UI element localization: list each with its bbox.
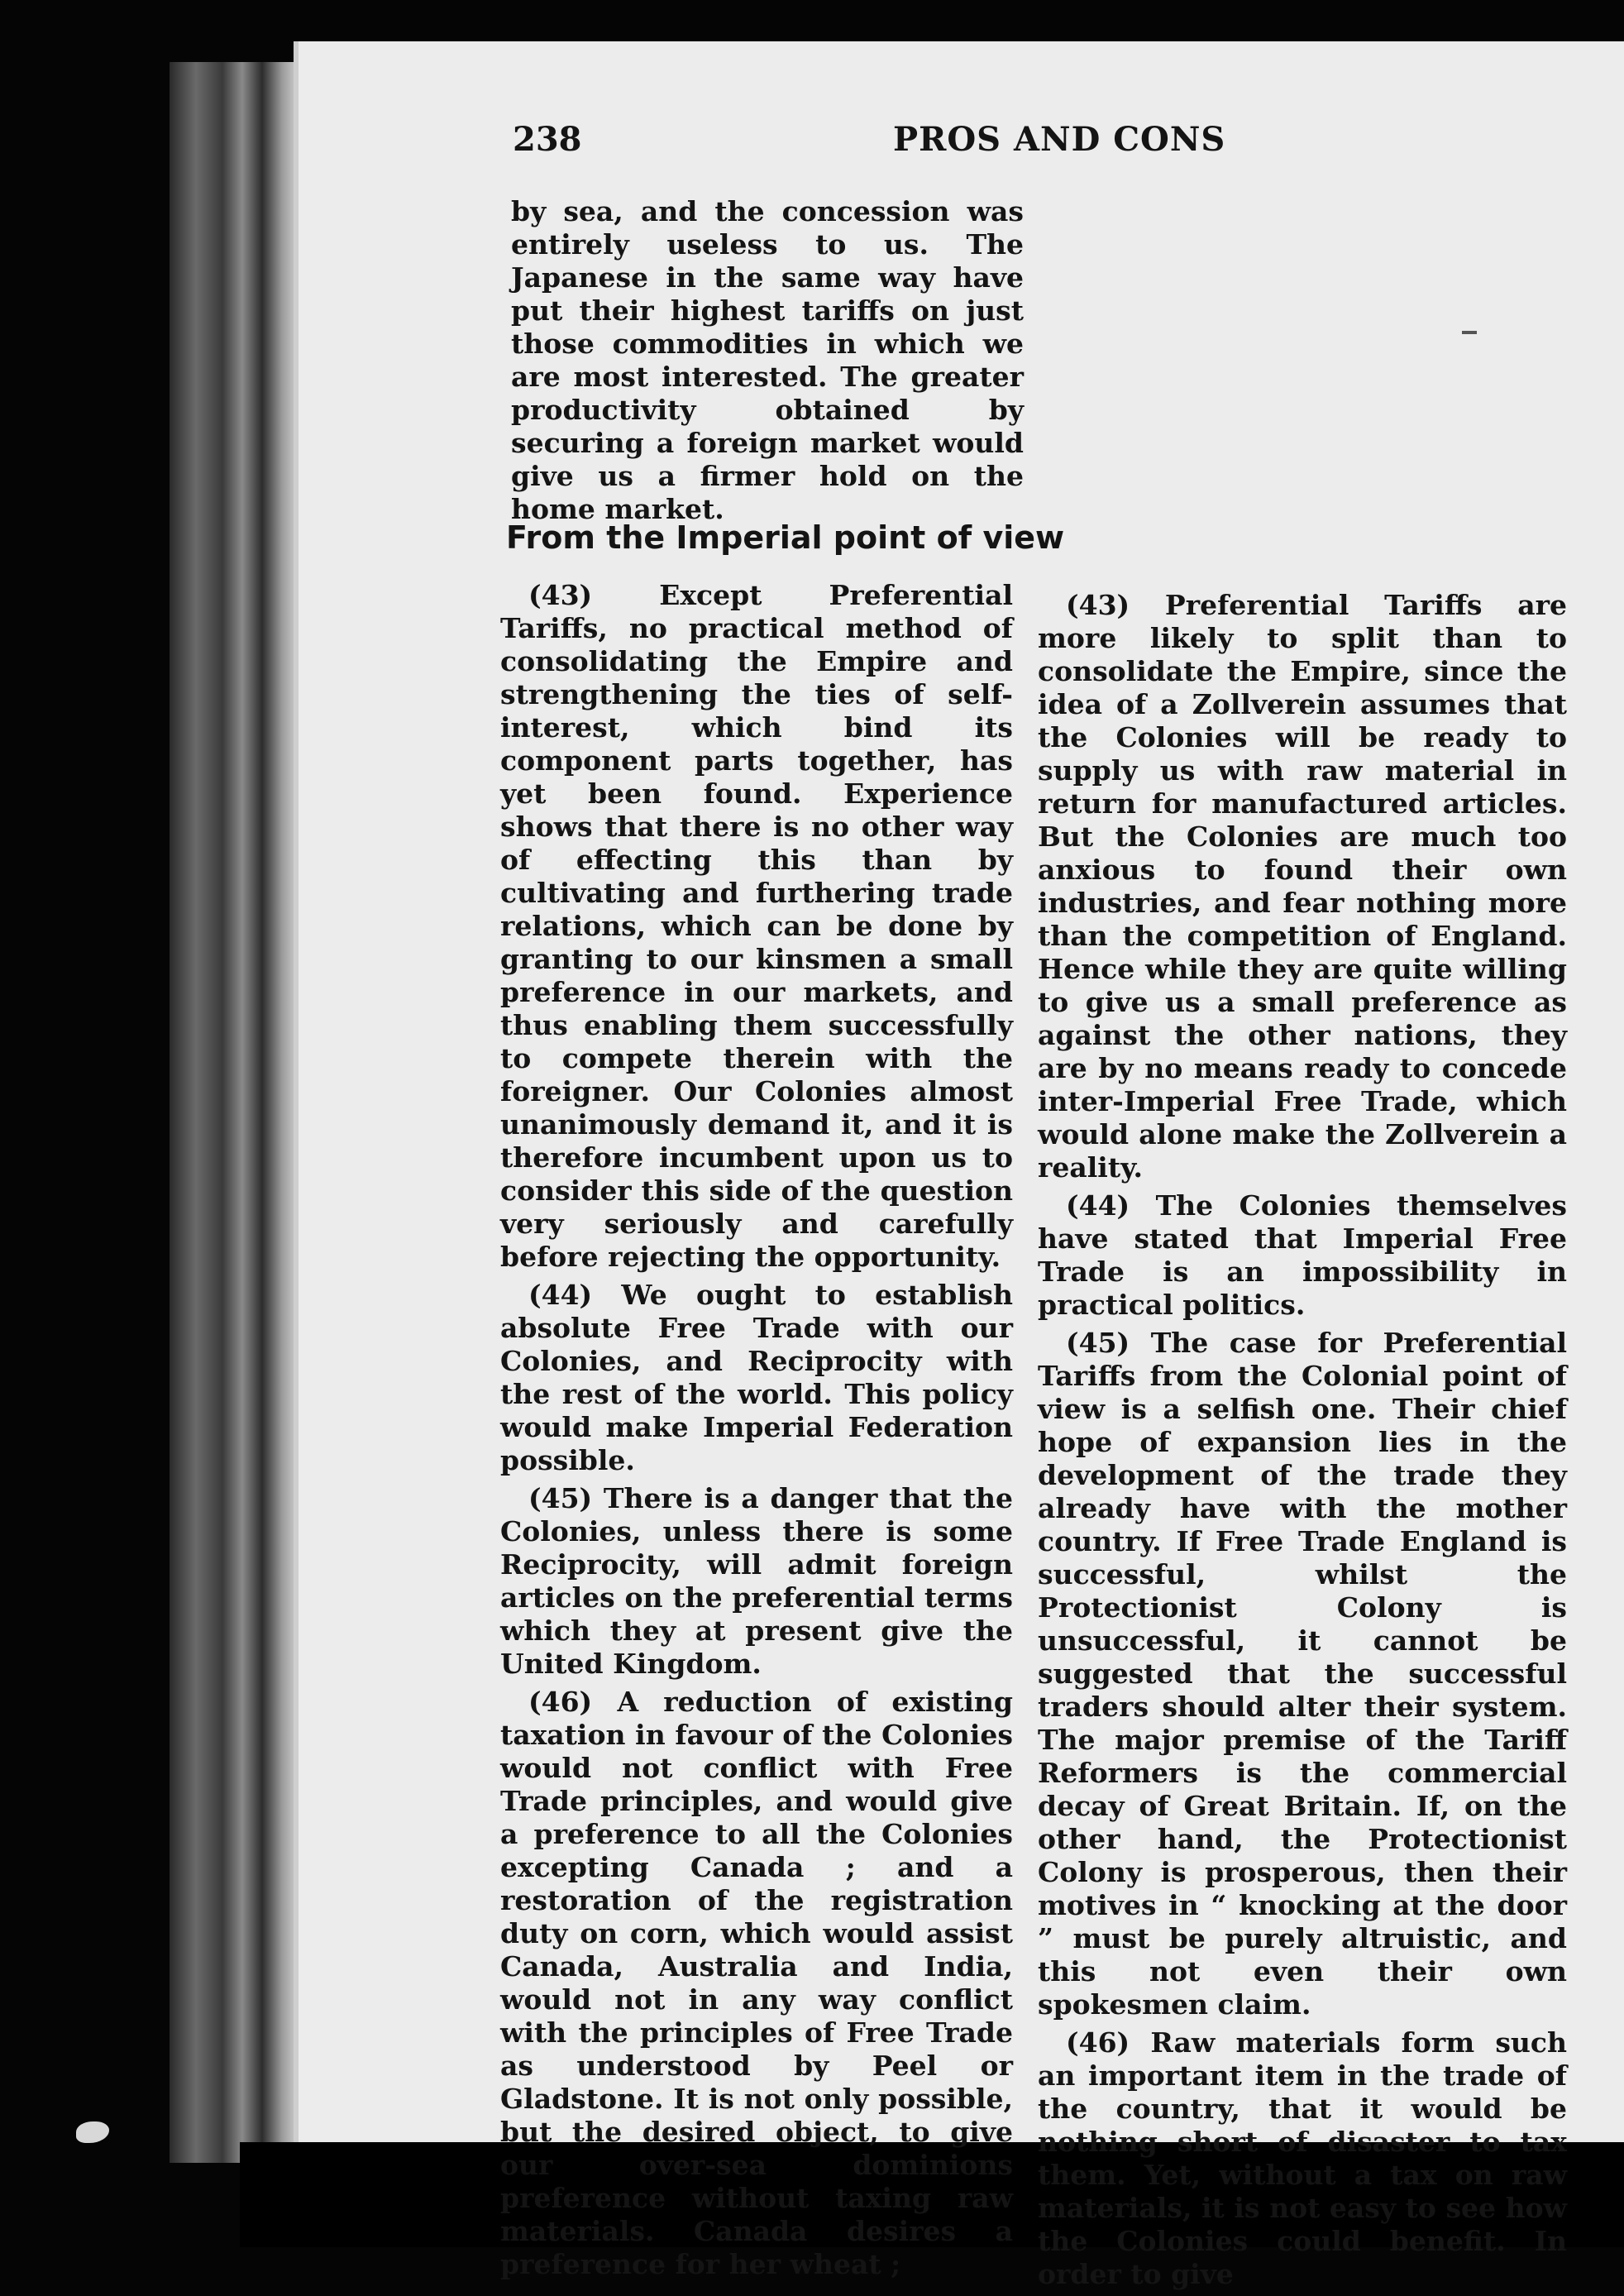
pros-paragraph bbox=[500, 1686, 1013, 2281]
page-mark bbox=[1462, 331, 1477, 334]
cons-paragraph bbox=[1038, 1327, 1567, 2021]
paragraph-number: (45) bbox=[528, 1482, 593, 1514]
section-heading: From the Imperial point of view bbox=[506, 519, 1065, 556]
paragraph-number: (43) bbox=[1066, 589, 1130, 621]
paragraph-number: (43) bbox=[528, 579, 593, 611]
book-title: PROS AND CONS bbox=[893, 120, 1226, 159]
paragraph-text: There is a danger that the Colonies, unless there is some Reciprocity, will admit foreign articles on the preferential terms which they at present give the United Kingdom. bbox=[500, 1482, 1013, 1680]
book-binding bbox=[170, 62, 302, 2163]
paragraph-number: (46) bbox=[528, 1686, 593, 1718]
pros-column bbox=[500, 579, 1013, 2286]
cons-paragraph bbox=[1038, 2026, 1567, 2291]
paragraph-text: Except Preferential Tariffs, no practical method of consolidating the Empire and strengthening the ties of self-interest, which bind its component parts together, has yet been found. Experience shows that there is no other way of effecting this than by cultivating and furthering trade relations, which can be done by granting to our kinsmen a small preference in our markets, and thus enabling them successfully to compete therein with the foreigner. Our Colonies almost unanimously demand it, and it is therefore incumbent upon us to consider this side of the question very seriously and carefully before rejecting the opportunity. bbox=[500, 579, 1013, 1273]
paragraph-number: (45) bbox=[1066, 1327, 1130, 1359]
pros-paragraph bbox=[500, 579, 1013, 1274]
paragraph-text: The case for Preferential Tariffs from the Colonial point of view is a selfish one. Their chief hope of expansion lies in the development of the trade they already have with the mother country. If Free Trade England is successful, whilst the Protectionist Colony is unsuccessful, it cannot be suggested that the successful traders should alter their system. The major premise of the Tariff Reformers is the commercial decay of Great Britain. If, on the other hand, the Protectionist Colony is prosperous, then their motives in “ knocking at the door ” must be purely altruistic, and this not even their own spokesmen claim. bbox=[1038, 1327, 1567, 2021]
cons-paragraph bbox=[1038, 1189, 1567, 1322]
page-number: 238 bbox=[513, 120, 582, 159]
paragraph-text: Raw materials form such an important item in the trade of the country, that it would be nothing short of disaster to tax them. Yet, without a tax on raw materials, it is not easy to see how the Colonies could benefit. In order to give bbox=[1038, 2026, 1567, 2290]
paragraph-text: Preferential Tariffs are more likely to split than to consolidate the Empire, since the idea of a Zollverein assumes that the Colonies will be ready to supply us with raw material in return for manufactured articles. But the Colonies are much too anxious to found their own industries, and fear nothing more than the competition of England. Hence while they are quite willing to give us a small preference as against the other nations, they are by no means ready to concede inter-Imperial Free Trade, which would alone make the Zollverein a reality. bbox=[1038, 589, 1567, 1184]
paragraph-text: The Colonies themselves have stated that Imperial Free Trade is an impossibility in practical politics. bbox=[1038, 1189, 1567, 1321]
cons-paragraph bbox=[1038, 589, 1567, 1184]
paragraph-text: A reduction of existing taxation in favour of the Colonies would not conflict with Free Trade principles, and would give a preference to all the Colonies excepting Canada ; and a restoration of the registration duty on corn, which would assist Canada, Australia and India, would not in any way conflict with the principles of Free Trade as understood by Peel or Gladstone. It is not only possible, but the desired object, to give our over-sea dominions preference without taxing raw materials. Canada desires a preference for her wheat ; bbox=[500, 1686, 1014, 2280]
cons-column bbox=[1038, 589, 1567, 2296]
pros-paragraph bbox=[500, 1279, 1013, 1477]
intro-paragraph: by sea, and the concession was entirely useless to us. The Japanese in the same way have put their highest tariffs on just those commodities in which we are most interested. The greater productivity obtained by securing a foreign market would give us a firmer hold on the home market. bbox=[511, 195, 1024, 525]
pros-paragraph bbox=[500, 1482, 1013, 1681]
paragraph-text: We ought to establish absolute Free Trade with our Colonies, and Reciprocity with the rest of the world. This policy would make Imperial Federation possible. bbox=[500, 1279, 1013, 1476]
paragraph-number: (44) bbox=[528, 1279, 593, 1311]
paragraph-number: (46) bbox=[1066, 2026, 1130, 2059]
paragraph-number: (44) bbox=[1066, 1189, 1130, 1222]
clip-mark bbox=[76, 2121, 109, 2143]
